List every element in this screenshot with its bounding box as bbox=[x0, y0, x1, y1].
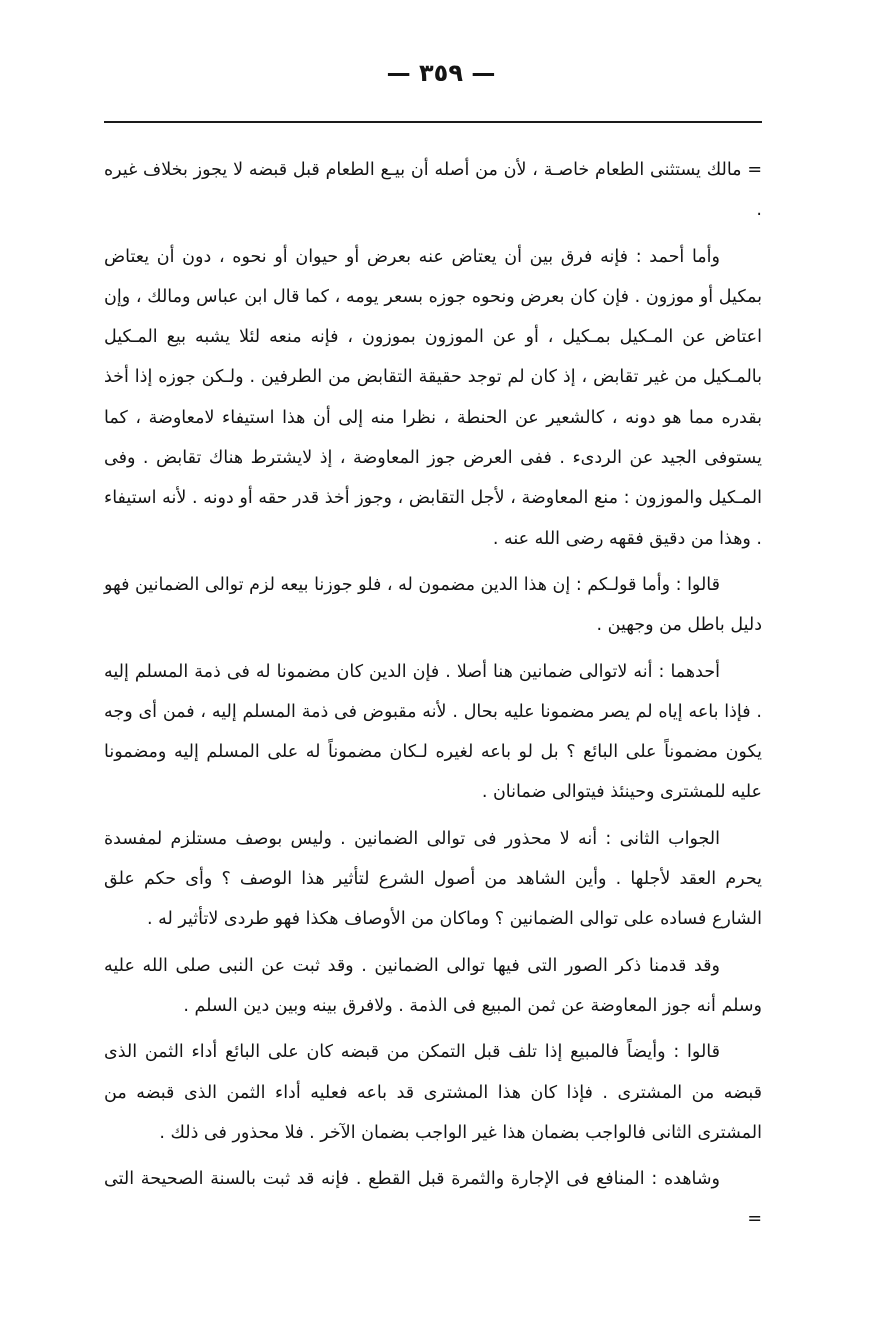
page-body bbox=[104, 150, 762, 1246]
paragraph-first-answer: أحدهما : أنه لاتوالى ضمانين هنا أصلا . فإن الدين كان مضمونا له فى ذمة المسلم إليه . فإذا باعه إياه لم يصر مضمونا عليه بحال . لأنه مقبوض فى ذمة المسلم إليه ، فمن أى وجه يكون مضموناً على البائع ؟ بل لو باعه لغيره لـكان مضموناً له على المسلم إليه ومضمونا عليه للمشترى وحينئذ فيتوالى ضمانان . bbox=[104, 661, 762, 803]
paragraph-objection: قالوا : وأما قولـكم : إن هذا الدين مضمون له ، فلو جوزنا بيعه لزم توالى الضمانين فهو دليل باطل من وجهين . bbox=[104, 574, 762, 636]
paragraph-damaged-sale: قالوا : وأيضاً فالمبيع إذا تلف قبل التمكن من قبضه كان على البائع أداء الثمن الذى قبضه من المشترى . فإذا كان هذا المشترى قد باعه فعليه أداء الثمن الذى قبضه من المشترى الثانى فالواجب بضمان هذا غير الواجب بضمان الآخر . فلا محذور فى ذلك . bbox=[104, 1042, 762, 1143]
page-number: — ٣٥٩ — bbox=[386, 59, 496, 87]
paragraph-examples: وقد قدمنا ذكر الصور التى فيها توالى الضمانين . وقد ثبت عن النبى صلى الله عليه وسلم أنه جوز المعاوضة عن ثمن المبيع فى الذمة . ولافرق بينه وبين دين السلم . bbox=[104, 955, 762, 1016]
paragraph-ahmad: وأما أحمد : فإنه فرق بين أن يعتاض عنه بعرض أو حيوان أو نحوه ، دون أن يعتاض بمكيل أو موزون . فإن كان بعرض ونحوه جوزه بسعر يومه ، كما قال ابن عباس ومالك ، وإن اعتاض عن المـكيل بمـكيل ، أو عن الموزون بموزون ، فإنه منعه لئلا يشبه بيع المـكيل بالمـكيل من غير تقابض ، إذ كان لم توجد حقيقة التقابض من الطرفين . ولـكن جوزه إذا أخذ بقدره مما هو دونه ، كالشعير عن الحنطة ، نظرا منه إلى أن هذا استيفاء لامعاوضة ، كما يستوفى الجيد عن الردىء . ففى العرض جوز المعاوضة ، إذ لايشترط هناك تقابض . وفى المـكيل والموزون : منع المعاوضة ، لأجل التقابض ، وجوز أخذ قدر حقه أو دونه . لأنه استيفاء . وهذا من دقيق فقهه رضى الله عنه . bbox=[104, 246, 762, 549]
paragraph-second-answer: الجواب الثانى : أنه لا محذور فى توالى الضمانين . وليس بوصف مستلزم لمفسدة يحرم العقد لأجلها . وأين الشاهد من أصول الشرع لتأثير هذا الوصف ؟ وأى حكم علق الشارع فساده على توالى الضمانين ؟ وماكان من الأوصاف هكذا فهو طردى لاتأثير له . bbox=[104, 828, 762, 930]
paragraph-evidence: وشاهده : المنافع فى الإجارة والثمرة قبل القطع . فإنه قد ثبت بالسنة الصحيحة التى = bbox=[104, 1169, 762, 1230]
header-rule bbox=[104, 121, 762, 123]
paragraph-continuation: = مالك يستثنى الطعام خاصـة ، لأن من أصله أن بيـع الطعام قبل قبضه لا يجوز بخلاف غيره . bbox=[104, 160, 762, 221]
